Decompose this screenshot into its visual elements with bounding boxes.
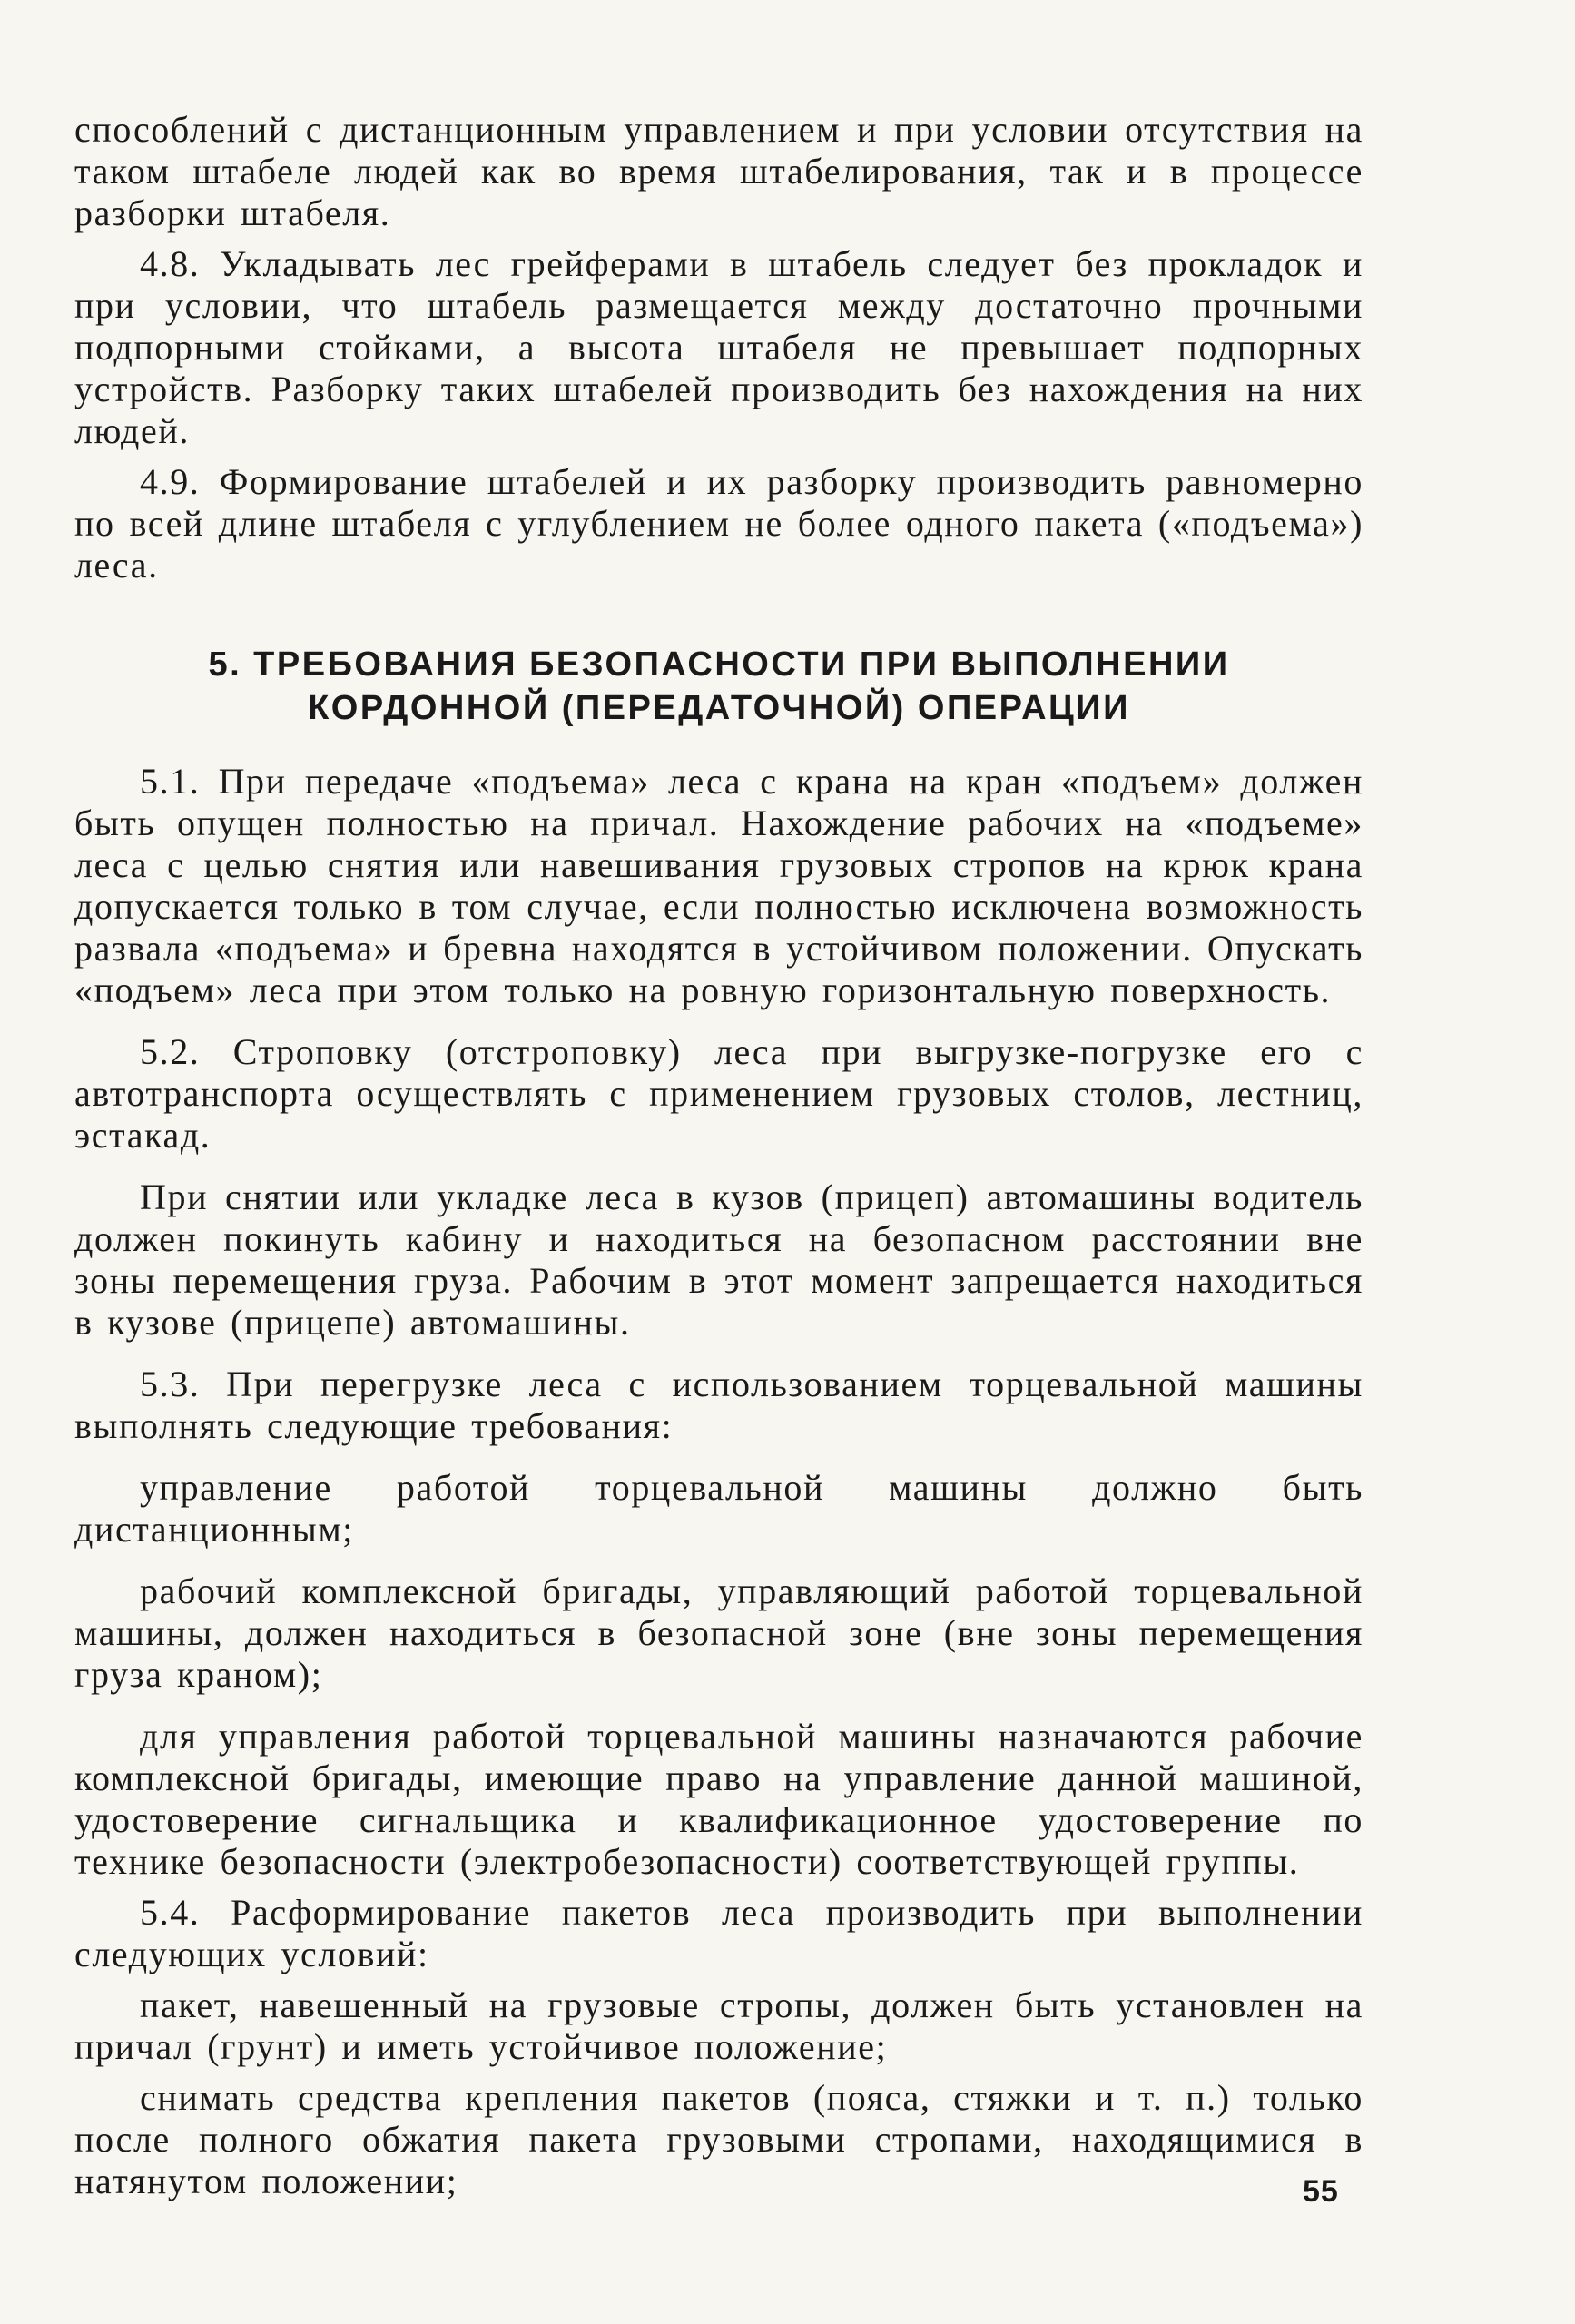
list-item-5-4-a: пакет, навешенный на грузовые стропы, должен быть установлен на причал (грунт) и иметь устойчивое положение; — [74, 1984, 1363, 2067]
paragraph-5-1: 5.1. При передаче «подъема» леса с крана на кран «подъем» должен быть опущен полностью на причал. Нахождение рабочих на «подъеме» леса с целью снятия или навешивания грузовых стропов на крюк крана допускается только в том случае, если полностью исключена возможность развала «подъема» и бревна находятся в устойчивом положении. Опускать «подъем» леса при этом только на ровную горизонтальную поверхность. — [74, 761, 1363, 1010]
paragraph-4-8: 4.8. Укладывать лес грейферами в штабель следует без прокладок и при условии, что штабель размещается между достаточно прочными подпорными стойками, а высота штабеля не превышает подпорных устройств. Разборку таких штабелей производить без нахождения на них людей. — [74, 243, 1363, 451]
list-item-5-4-b: снимать средства крепления пакетов (пояса, стяжки и т. п.) только после полного обжатия пакета грузовыми стропами, находящимися в натянутом положении; — [74, 2077, 1363, 2201]
section-heading — [74, 643, 1363, 730]
section-heading-line-2: КОРДОННОЙ (ПЕРЕДАТОЧНОЙ) ОПЕРАЦИИ — [308, 689, 1130, 727]
list-item-5-3-a: управление работой торцевальной машины должно быть дистанционным; — [74, 1467, 1363, 1550]
page-body — [74, 109, 1363, 2202]
section-heading-line-1: 5. ТРЕБОВАНИЯ БЕЗОПАСНОСТИ ПРИ ВЫПОЛНЕНИИ — [208, 645, 1230, 684]
paragraph-5-2-continued: При снятии или укладке леса в кузов (прицеп) автомашины водитель должен покинуть кабину и находиться на безопасном расстоянии вне зоны перемещения груза. Рабочим в этот момент запрещается находиться в кузове (прицепе) автомашины. — [74, 1177, 1363, 1343]
list-item-5-3-b: рабочий комплексной бригады, управляющий работой торцевальной машины, должен находиться в безопасной зоне (вне зоны перемещения груза краном); — [74, 1571, 1363, 1695]
paragraph-continuation: способлений с дистанционным управлением и при условии отсутствия на таком штабеле людей как во время штабелирования, так и в процессе разборки штабеля. — [74, 109, 1363, 233]
paragraph-5-2: 5.2. Строповку (отстроповку) леса при выгрузке-погрузке его с автотранспорта осуществлять с применением грузовых столов, лестниц, эстакад. — [74, 1031, 1363, 1156]
paragraph-5-3: 5.3. При перегрузке леса с использованием торцевальной машины выполнять следующие требования: — [74, 1364, 1363, 1446]
paragraph-4-9: 4.9. Формирование штабелей и их разборку производить равномерно по всей длине штабеля с углублением не более одного пакета («подъема») леса. — [74, 461, 1363, 586]
list-item-5-3-c: для управления работой торцевальной машины назначаются рабочие комплексной бригады, имеющие право на управление данной машиной, удостоверение сигнальщика и квалификационное удостоверение по технике безопасности (электробезопасности) соответствующей группы. — [74, 1716, 1363, 1882]
paragraph-5-4: 5.4. Расформирование пакетов леса производить при выполнении следующих условий: — [74, 1892, 1363, 1974]
page-number: 55 — [1303, 2174, 1339, 2209]
